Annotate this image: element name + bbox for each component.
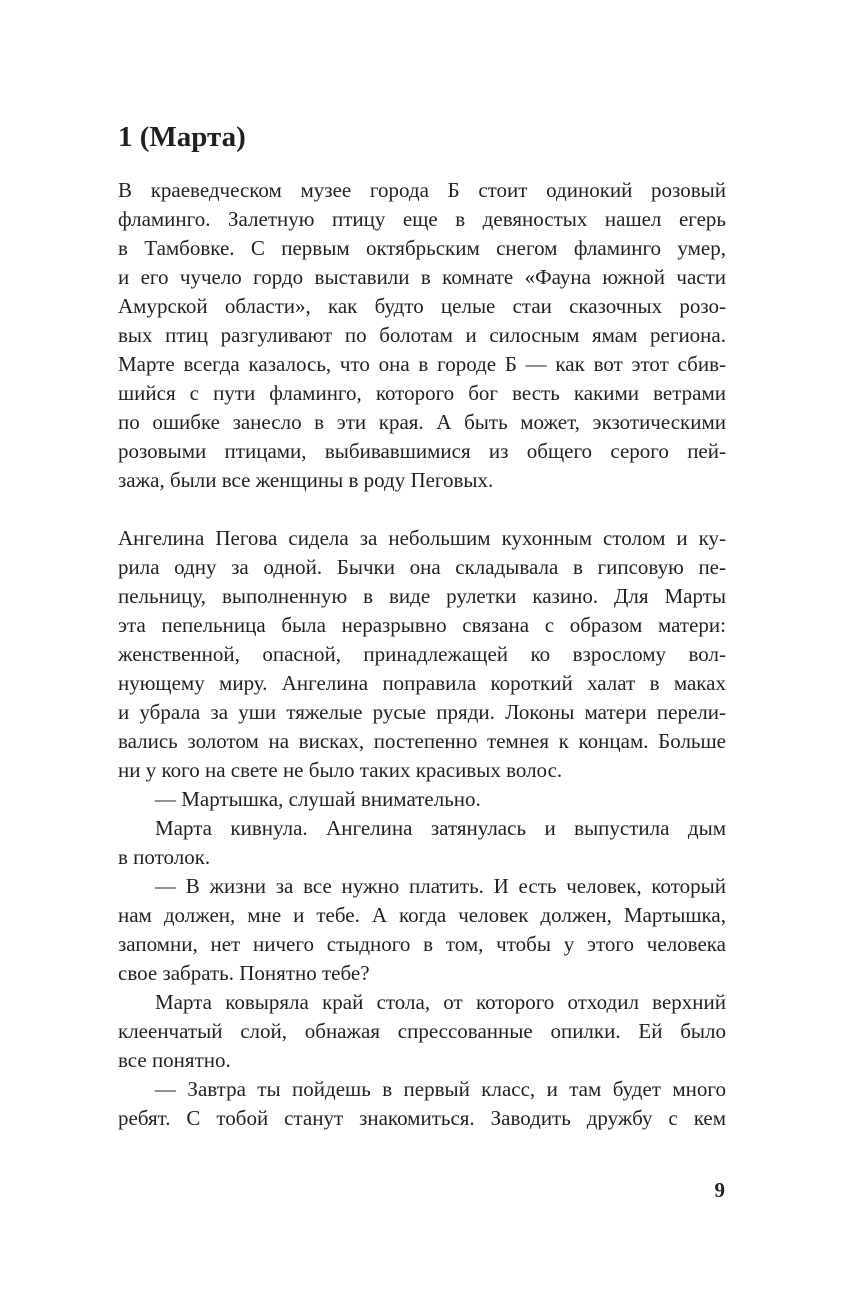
paragraph-flamingo — [118, 176, 726, 495]
text-line: и его чучело гордо выставили в комнате «Фауна южной части — [118, 265, 726, 289]
text-line: Марте всегда казалось, что она в городе Б — как вот этот сбив- — [118, 352, 726, 376]
text-line: клеенчатый слой, обнажая спрессованные опилки. Ей было — [118, 1019, 726, 1043]
text-line: нующему миру. Ангелина поправила короткий халат в маках — [118, 671, 726, 695]
text-line: розовыми птицами, выбивавшимися из общего серого пей- — [118, 439, 726, 463]
text-line: по ошибке занесло в эти края. А быть может, экзотическими — [118, 410, 726, 434]
text-line: ребят. С тобой станут знакомиться. Заводить дружбу с кем — [118, 1106, 726, 1130]
text-line: зажа, были все женщины в роду Пеговых. — [118, 468, 494, 492]
text-line: ни у кого на свете не было таких красивых волос. — [118, 758, 563, 782]
text-line: в потолок. — [118, 845, 211, 869]
text-line: рила одну за одной. Бычки она складывала в гипсовую пе- — [118, 555, 726, 579]
text-line: женственной, опасной, принадлежащей ко взрослому вол- — [118, 642, 726, 666]
text-line: Ангелина Пегова сидела за небольшим кухонным столом и ку- — [118, 526, 726, 550]
dialogue-line: — Мартышка, слушай внимательно. — [155, 787, 481, 811]
text-line: Марта кивнула. Ангелина затянулась и выпустила дым — [155, 816, 726, 840]
text-line: нам должен, мне и тебе. А когда человек должен, Мартышка, — [118, 903, 726, 927]
text-line: и убрала за уши тяжелые русые пряди. Локоны матери перели- — [118, 700, 726, 724]
text-line: запомни, нет ничего стыдного в том, чтобы у этого человека — [118, 932, 726, 956]
text-line: Амурской области», как будто целые стаи сказочных розо- — [118, 294, 726, 318]
dialogue-line: — В жизни за все нужно платить. И есть человек, который — [155, 874, 726, 898]
text-line: эта пепельница была неразрывно связана с образом матери: — [118, 613, 726, 637]
text-line: в Тамбовке. С первым октябрьским снегом фламинго умер, — [118, 236, 726, 260]
text-line: свое забрать. Понятно тебе? — [118, 961, 370, 985]
chapter-title: 1 (Марта) — [118, 121, 246, 153]
text-line: все понятно. — [118, 1048, 231, 1072]
section-angelina — [118, 524, 726, 1133]
text-line: пельницу, выполненную в виде рулетки казино. Для Марты — [118, 584, 726, 608]
text-line: вых птиц разгуливают по болотам и силосным ямам региона. — [118, 323, 726, 347]
text-line: Марта ковыряла край стола, от которого отходил верхний — [155, 990, 726, 1014]
text-line: фламинго. Залетную птицу еще в девяностых нашел егерь — [118, 207, 726, 231]
page-number: 9 — [714, 1178, 725, 1202]
dialogue-line: — Завтра ты пойдешь в первый класс, и там будет много — [155, 1077, 726, 1101]
text-line: В краеведческом музее города Б стоит одинокий розовый — [118, 178, 726, 202]
text-line: вались золотом на висках, постепенно темнея к концам. Больше — [118, 729, 726, 753]
text-line: шийся с пути фламинго, которого бог весть какими ветрами — [118, 381, 726, 405]
